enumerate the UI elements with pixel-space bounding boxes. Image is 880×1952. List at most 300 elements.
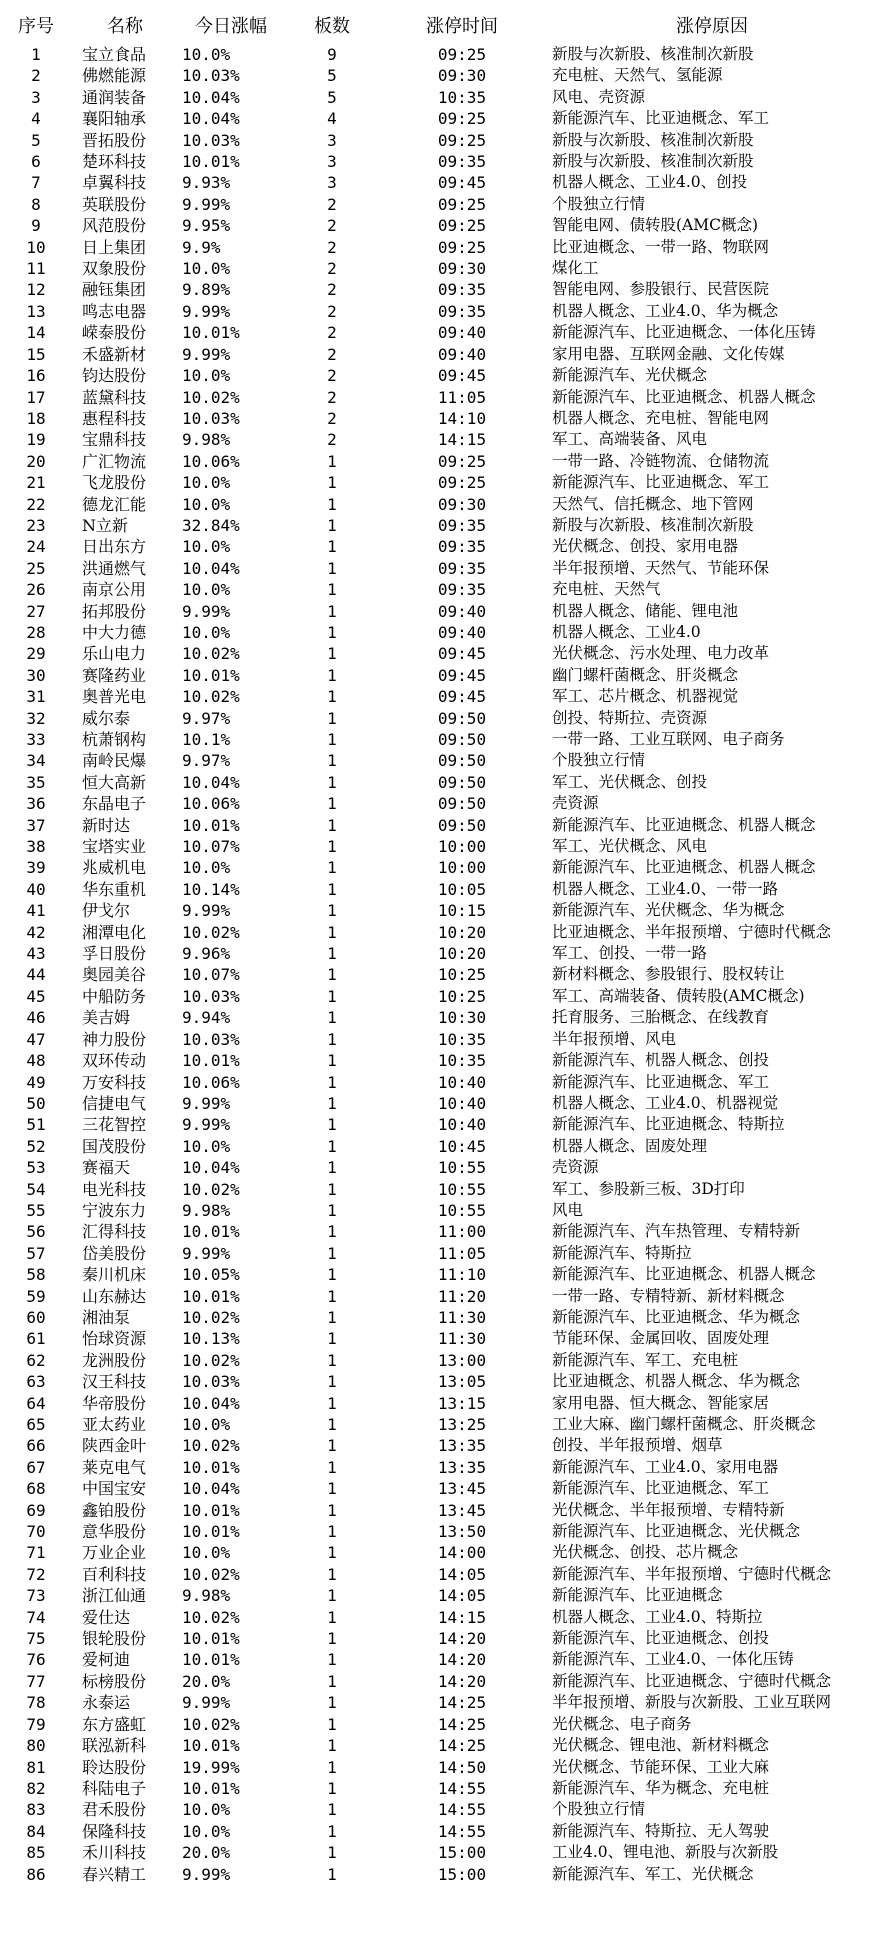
cell-change-pct: 10.01% [182,1778,240,1798]
cell-stock-name: 赛福天 [82,1158,131,1178]
cell-board-count: 1 [327,580,337,600]
cell-limit-up-time: 10:35 [437,1051,487,1071]
cell-limit-up-reason: 新材料概念、参股银行、股权转让 [552,965,785,984]
table-row [0,1243,880,1264]
cell-stock-name: 通润装备 [82,87,147,107]
table-row [0,1414,880,1435]
cell-index: 34 [26,751,46,771]
cell-board-count: 1 [327,1586,337,1606]
cell-limit-up-reason: 充电桩、天然气 [552,580,661,599]
cell-stock-name: 双象股份 [82,259,147,279]
cell-board-count: 1 [327,901,337,921]
cell-index: 65 [26,1415,46,1434]
cell-stock-name: 意华股份 [82,1522,147,1542]
cell-index: 66 [26,1436,46,1456]
cell-stock-name: 龙洲股份 [82,1350,147,1370]
cell-index: 59 [26,1286,46,1306]
cell-limit-up-reason: 机器人概念、工业4.0、特斯拉 [552,1607,763,1626]
cell-limit-up-time: 09:45 [437,644,487,664]
cell-index: 17 [26,387,46,407]
cell-board-count: 2 [327,237,337,257]
cell-limit-up-reason: 新能源汽车、工业4.0、家用电器 [552,1457,779,1476]
cell-change-pct: 9.99% [182,1864,231,1884]
cell-index: 51 [26,1115,46,1135]
cell-index: 43 [26,944,46,964]
cell-change-pct: 9.99% [182,1243,231,1263]
cell-change-pct: 10.01% [182,1522,240,1542]
cell-board-count: 1 [327,1222,337,1242]
cell-change-pct: 10.0% [182,45,231,64]
table-row [0,643,880,664]
table-row [0,579,880,600]
table-row [0,1821,880,1842]
cell-change-pct: 9.96% [182,944,231,964]
cell-stock-name: 岱美股份 [82,1243,147,1263]
cell-limit-up-reason: 新能源汽车、光伏概念 [552,366,708,385]
cell-change-pct: 9.9% [182,237,221,257]
cell-change-pct: 9.99% [182,1693,231,1713]
cell-index: 48 [26,1051,46,1071]
table-row [0,815,880,836]
cell-limit-up-reason: 新能源汽车、比亚迪概念、机器人概念 [552,815,816,834]
cell-board-count: 1 [327,1714,337,1734]
cell-index: 73 [26,1586,46,1606]
cell-change-pct: 10.0% [182,1415,231,1434]
cell-stock-name: 惠程科技 [82,408,147,428]
cell-board-count: 2 [327,194,337,214]
table-row [0,964,880,985]
cell-stock-name: 晋拓股份 [82,130,147,150]
table-row [0,1179,880,1200]
cell-board-count: 1 [327,1265,337,1285]
cell-board-count: 1 [327,772,337,792]
cell-board-count: 1 [327,1136,337,1156]
cell-limit-up-time: 13:50 [437,1522,487,1542]
table-row [0,87,880,108]
cell-board-count: 1 [327,1179,337,1199]
cell-stock-name: 伊戈尔 [82,901,131,921]
cell-change-pct: 9.95% [182,216,231,236]
cell-limit-up-time: 09:25 [437,216,487,236]
cell-limit-up-time: 15:00 [437,1843,487,1863]
cell-stock-name: 孚日股份 [82,944,147,964]
cell-limit-up-reason: 新能源汽车、军工、充电桩 [552,1350,739,1369]
cell-limit-up-reason: 机器人概念、固废处理 [552,1136,708,1155]
cell-change-pct: 10.01% [182,1286,240,1306]
cell-limit-up-reason: 机器人概念、工业4.0、一带一路 [552,879,779,898]
cell-limit-up-time: 14:20 [437,1629,487,1649]
cell-board-count: 2 [327,344,337,364]
cell-limit-up-reason: 新股与次新股、核准制次新股 [552,515,754,534]
cell-change-pct: 10.04% [182,87,240,107]
table-row [0,472,880,493]
cell-stock-name: 飞龙股份 [82,473,147,493]
cell-index: 10 [26,237,46,257]
cell-limit-up-time: 10:25 [437,986,487,1006]
cell-index: 75 [26,1629,46,1649]
cell-change-pct: 10.02% [182,1714,240,1734]
cell-change-pct: 10.01% [182,152,240,172]
cell-board-count: 1 [327,1093,337,1113]
cell-board-count: 1 [327,708,337,728]
cell-limit-up-time: 09:35 [437,301,487,321]
table-row [0,108,880,129]
cell-stock-name: 兆威机电 [82,858,147,878]
cell-change-pct: 10.07% [182,965,240,985]
cell-index: 47 [26,1029,46,1049]
cell-limit-up-reason: 军工、芯片概念、机器视觉 [552,687,739,706]
cell-stock-name: 电光科技 [82,1179,147,1199]
table-row [0,151,880,172]
cell-limit-up-time: 11:20 [437,1286,487,1306]
cell-board-count: 1 [327,665,337,685]
cell-limit-up-time: 09:50 [437,815,487,835]
cell-stock-name: 汉王科技 [82,1372,147,1392]
cell-limit-up-reason: 工业4.0、锂电池、新股与次新股 [552,1843,779,1862]
cell-index: 4 [31,109,41,129]
cell-index: 42 [26,922,46,942]
table-row [0,1457,880,1478]
cell-limit-up-time: 10:55 [437,1179,487,1199]
table-row [0,258,880,279]
cell-stock-name: 南岭民爆 [82,751,147,771]
cell-index: 23 [26,515,46,535]
cell-change-pct: 10.0% [182,858,231,878]
cell-change-pct: 9.98% [182,1200,231,1220]
cell-stock-name: 杭萧钢构 [82,730,147,749]
cell-index: 35 [26,772,46,792]
cell-index: 62 [26,1350,46,1370]
cell-limit-up-time: 14:05 [437,1564,487,1584]
cell-stock-name: 华帝股份 [82,1393,147,1413]
table-row [0,451,880,472]
cell-limit-up-time: 14:00 [437,1543,487,1563]
cell-limit-up-time: 09:25 [437,194,487,214]
table-row [0,1157,880,1178]
cell-limit-up-reason: 新股与次新股、核准制次新股 [552,152,754,171]
cell-index: 55 [26,1200,46,1220]
table-row [0,44,880,65]
cell-limit-up-reason: 光伏概念、电子商务 [552,1714,692,1733]
cell-change-pct: 9.94% [182,1008,231,1028]
cell-index: 14 [26,323,46,343]
cell-limit-up-reason: 个股独立行情 [552,1800,646,1819]
cell-limit-up-time: 14:55 [437,1821,487,1841]
cell-change-pct: 10.04% [182,1479,240,1499]
cell-change-pct: 10.04% [182,1393,240,1413]
cell-index: 58 [26,1265,46,1285]
cell-change-pct: 10.02% [182,1307,240,1327]
cell-board-count: 1 [327,1200,337,1220]
table-row [0,708,880,729]
cell-index: 38 [26,837,46,857]
cell-board-count: 1 [327,751,337,771]
cell-stock-name: 嵘泰股份 [82,323,147,343]
cell-limit-up-reason: 新能源汽车、比亚迪概念、机器人概念 [552,387,816,406]
table-row [0,665,880,686]
cell-limit-up-reason: 新能源汽车、比亚迪概念、军工 [552,1479,770,1498]
cell-stock-name: 拓邦股份 [82,601,147,621]
cell-limit-up-time: 11:05 [437,387,487,407]
table-row [0,536,880,557]
cell-limit-up-time: 15:00 [437,1864,487,1884]
cell-stock-name: 日上集团 [82,237,147,257]
cell-limit-up-time: 10:15 [437,901,487,921]
cell-change-pct: 10.02% [182,387,240,407]
cell-board-count: 1 [327,922,337,942]
cell-board-count: 1 [327,1736,337,1756]
table-row [0,1200,880,1221]
cell-index: 81 [26,1757,46,1777]
cell-limit-up-time: 14:25 [437,1693,487,1713]
cell-limit-up-time: 14:50 [437,1757,487,1777]
cell-limit-up-time: 14:15 [437,430,487,450]
cell-change-pct: 10.0% [182,494,231,514]
cell-change-pct: 9.99% [182,1093,231,1113]
cell-index: 18 [26,408,46,428]
cell-stock-name: 联泓新科 [82,1736,147,1756]
cell-stock-name: 中国宝安 [82,1479,147,1499]
cell-limit-up-reason: 智能电网、参股银行、民营医院 [552,280,770,299]
cell-board-count: 1 [327,494,337,514]
cell-stock-name: 奥普光电 [82,687,147,707]
cell-limit-up-time: 14:55 [437,1778,487,1798]
table-row [0,729,880,750]
table-row [0,750,880,771]
cell-limit-up-reason: 比亚迪概念、一带一路、物联网 [552,237,770,256]
table-row [0,686,880,707]
cell-limit-up-reason: 煤化工 [552,259,599,278]
table-row [0,900,880,921]
cell-limit-up-reason: 光伏概念、锂电池、新材料概念 [552,1736,770,1755]
table-row [0,387,880,408]
cell-limit-up-reason: 智能电网、债转股(AMC概念) [552,216,759,235]
cell-stock-name: 南京公用 [82,580,147,600]
cell-stock-name: 山东赫达 [82,1286,147,1306]
cell-stock-name: 美吉姆 [82,1008,131,1028]
cell-limit-up-reason: 充电桩、天然气、氢能源 [552,66,723,85]
table-row [0,1671,880,1692]
table-row [0,793,880,814]
cell-board-count: 1 [327,986,337,1006]
cell-limit-up-reason: 家用电器、互联网金融、文化传媒 [552,344,785,363]
cell-change-pct: 10.01% [182,1222,240,1242]
table-row [0,344,880,365]
cell-change-pct: 10.0% [182,366,231,386]
cell-index: 29 [26,644,46,664]
cell-change-pct: 10.03% [182,408,240,428]
table-row [0,1029,880,1050]
cell-board-count: 1 [327,558,337,578]
table-row [0,1286,880,1307]
cell-limit-up-reason: 机器人概念、工业4.0、华为概念 [552,301,779,320]
cell-stock-name: 保隆科技 [82,1821,147,1841]
cell-change-pct: 10.03% [182,1029,240,1049]
cell-board-count: 1 [327,1029,337,1049]
cell-board-count: 1 [327,1393,337,1413]
cell-board-count: 1 [327,1629,337,1649]
cell-change-pct: 9.99% [182,901,231,921]
cell-limit-up-reason: 个股独立行情 [552,751,646,770]
cell-change-pct: 10.02% [182,1350,240,1370]
table-row [0,922,880,943]
cell-limit-up-time: 09:45 [437,366,487,386]
cell-limit-up-time: 09:25 [437,451,487,471]
table-row [0,1542,880,1563]
cell-limit-up-reason: 节能环保、金属回收、固废处理 [552,1329,770,1348]
cell-board-count: 1 [327,473,337,493]
cell-limit-up-reason: 新能源汽车、比亚迪概念、军工 [552,109,770,128]
cell-board-count: 1 [327,1307,337,1327]
cell-limit-up-reason: 军工、高端装备、风电 [552,430,708,449]
cell-limit-up-reason: 一带一路、工业互联网、电子商务 [552,730,785,748]
cell-board-count: 4 [327,109,337,129]
cell-stock-name: 奥园美谷 [82,965,147,985]
cell-stock-name: 亚太药业 [82,1415,147,1434]
cell-stock-name: N立新 [82,515,129,535]
cell-board-count: 3 [327,173,337,193]
cell-index: 39 [26,858,46,878]
header-limit-up-reason: 涨停原因 [676,16,748,37]
cell-index: 9 [31,216,41,236]
cell-stock-name: 东方盛虹 [82,1714,147,1734]
cell-board-count: 1 [327,1778,337,1798]
cell-change-pct: 10.01% [182,1457,240,1477]
cell-board-count: 1 [327,944,337,964]
cell-board-count: 1 [327,837,337,857]
table-row [0,1757,880,1778]
cell-board-count: 2 [327,323,337,343]
cell-limit-up-time: 09:40 [437,622,487,642]
cell-stock-name: 洪通燃气 [82,558,147,578]
cell-stock-name: 禾盛新材 [82,344,147,364]
cell-index: 71 [26,1543,46,1563]
cell-limit-up-time: 10:05 [437,879,487,899]
cell-board-count: 2 [327,387,337,407]
table-row [0,365,880,386]
cell-limit-up-reason: 机器人概念、充电桩、智能电网 [552,408,770,427]
table-row [0,172,880,193]
cell-board-count: 1 [327,1457,337,1477]
cell-change-pct: 10.07% [182,837,240,857]
cell-index: 7 [31,173,41,193]
cell-limit-up-time: 10:55 [437,1158,487,1178]
table-row [0,1864,880,1885]
table-row [0,1585,880,1606]
cell-change-pct: 10.03% [182,986,240,1006]
cell-limit-up-reason: 光伏概念、污水处理、电力改革 [552,644,770,663]
cell-limit-up-reason: 新能源汽车、华为概念、充电桩 [552,1778,770,1797]
cell-index: 49 [26,1072,46,1092]
cell-stock-name: 爱仕达 [82,1607,131,1627]
cell-board-count: 1 [327,1843,337,1863]
cell-limit-up-time: 10:25 [437,965,487,985]
cell-limit-up-time: 14:25 [437,1714,487,1734]
cell-limit-up-reason: 军工、参股新三板、3D打印 [552,1179,745,1198]
cell-change-pct: 10.04% [182,109,240,129]
table-row [0,1607,880,1628]
cell-change-pct: 10.0% [182,473,231,493]
cell-index: 1 [31,45,41,64]
table-row [0,1221,880,1242]
cell-change-pct: 10.13% [182,1329,240,1349]
cell-board-count: 1 [327,1372,337,1392]
table-row [0,1778,880,1799]
cell-index: 80 [26,1736,46,1756]
cell-stock-name: 双环传动 [82,1051,147,1071]
cell-limit-up-reason: 新能源汽车、军工、光伏概念 [552,1864,754,1883]
cell-stock-name: 万安科技 [82,1072,147,1092]
cell-change-pct: 10.0% [182,259,231,279]
cell-limit-up-reason: 新能源汽车、比亚迪概念、光伏概念 [552,1522,801,1541]
cell-stock-name: 中船防务 [82,986,147,1006]
cell-index: 64 [26,1393,46,1413]
cell-limit-up-time: 09:40 [437,344,487,364]
cell-stock-name: 陕西金叶 [82,1436,147,1456]
cell-index: 70 [26,1522,46,1542]
cell-stock-name: 卓翼科技 [82,173,147,193]
cell-stock-name: 聆达股份 [82,1757,147,1777]
cell-limit-up-time: 10:55 [437,1200,487,1220]
cell-stock-name: 德龙汇能 [82,494,147,514]
cell-limit-up-time: 09:30 [437,259,487,279]
cell-stock-name: 佛燃能源 [82,66,147,86]
cell-limit-up-reason: 半年报预增、风电 [552,1029,677,1048]
cell-index: 30 [26,665,46,685]
table-row [0,1093,880,1114]
cell-board-count: 1 [327,622,337,642]
cell-index: 40 [26,879,46,899]
cell-board-count: 2 [327,430,337,450]
cell-index: 79 [26,1714,46,1734]
cell-index: 6 [31,152,41,172]
cell-limit-up-reason: 新股与次新股、核准制次新股 [552,130,754,149]
cell-change-pct: 10.02% [182,922,240,942]
cell-change-pct: 9.98% [182,1586,231,1606]
cell-limit-up-time: 13:25 [437,1415,487,1434]
cell-board-count: 1 [327,1479,337,1499]
cell-index: 68 [26,1479,46,1499]
cell-limit-up-reason: 新能源汽车、比亚迪概念 [552,1586,723,1605]
cell-board-count: 1 [327,1821,337,1841]
cell-index: 19 [26,430,46,450]
cell-index: 21 [26,473,46,493]
cell-change-pct: 10.04% [182,772,240,792]
cell-change-pct: 10.02% [182,1179,240,1199]
cell-limit-up-reason: 新能源汽车、光伏概念、华为概念 [552,901,785,920]
cell-change-pct: 9.99% [182,601,231,621]
cell-board-count: 1 [327,1671,337,1691]
cell-change-pct: 10.03% [182,66,240,86]
cell-change-pct: 10.0% [182,1136,231,1156]
table-row [0,215,880,236]
cell-limit-up-time: 10:40 [437,1093,487,1113]
cell-limit-up-time: 13:00 [437,1350,487,1370]
cell-limit-up-time: 14:20 [437,1650,487,1670]
cell-index: 82 [26,1778,46,1798]
cell-board-count: 1 [327,965,337,985]
table-row [0,1478,880,1499]
cell-limit-up-time: 10:35 [437,1029,487,1049]
cell-stock-name: 信捷电气 [82,1093,147,1113]
cell-board-count: 1 [327,1650,337,1670]
cell-limit-up-reason: 新能源汽车、比亚迪概念、机器人概念 [552,1265,816,1284]
table-row [0,601,880,622]
cell-limit-up-time: 09:40 [437,601,487,621]
cell-change-pct: 10.04% [182,558,240,578]
cell-limit-up-time: 13:35 [437,1436,487,1456]
cell-board-count: 1 [327,1564,337,1584]
